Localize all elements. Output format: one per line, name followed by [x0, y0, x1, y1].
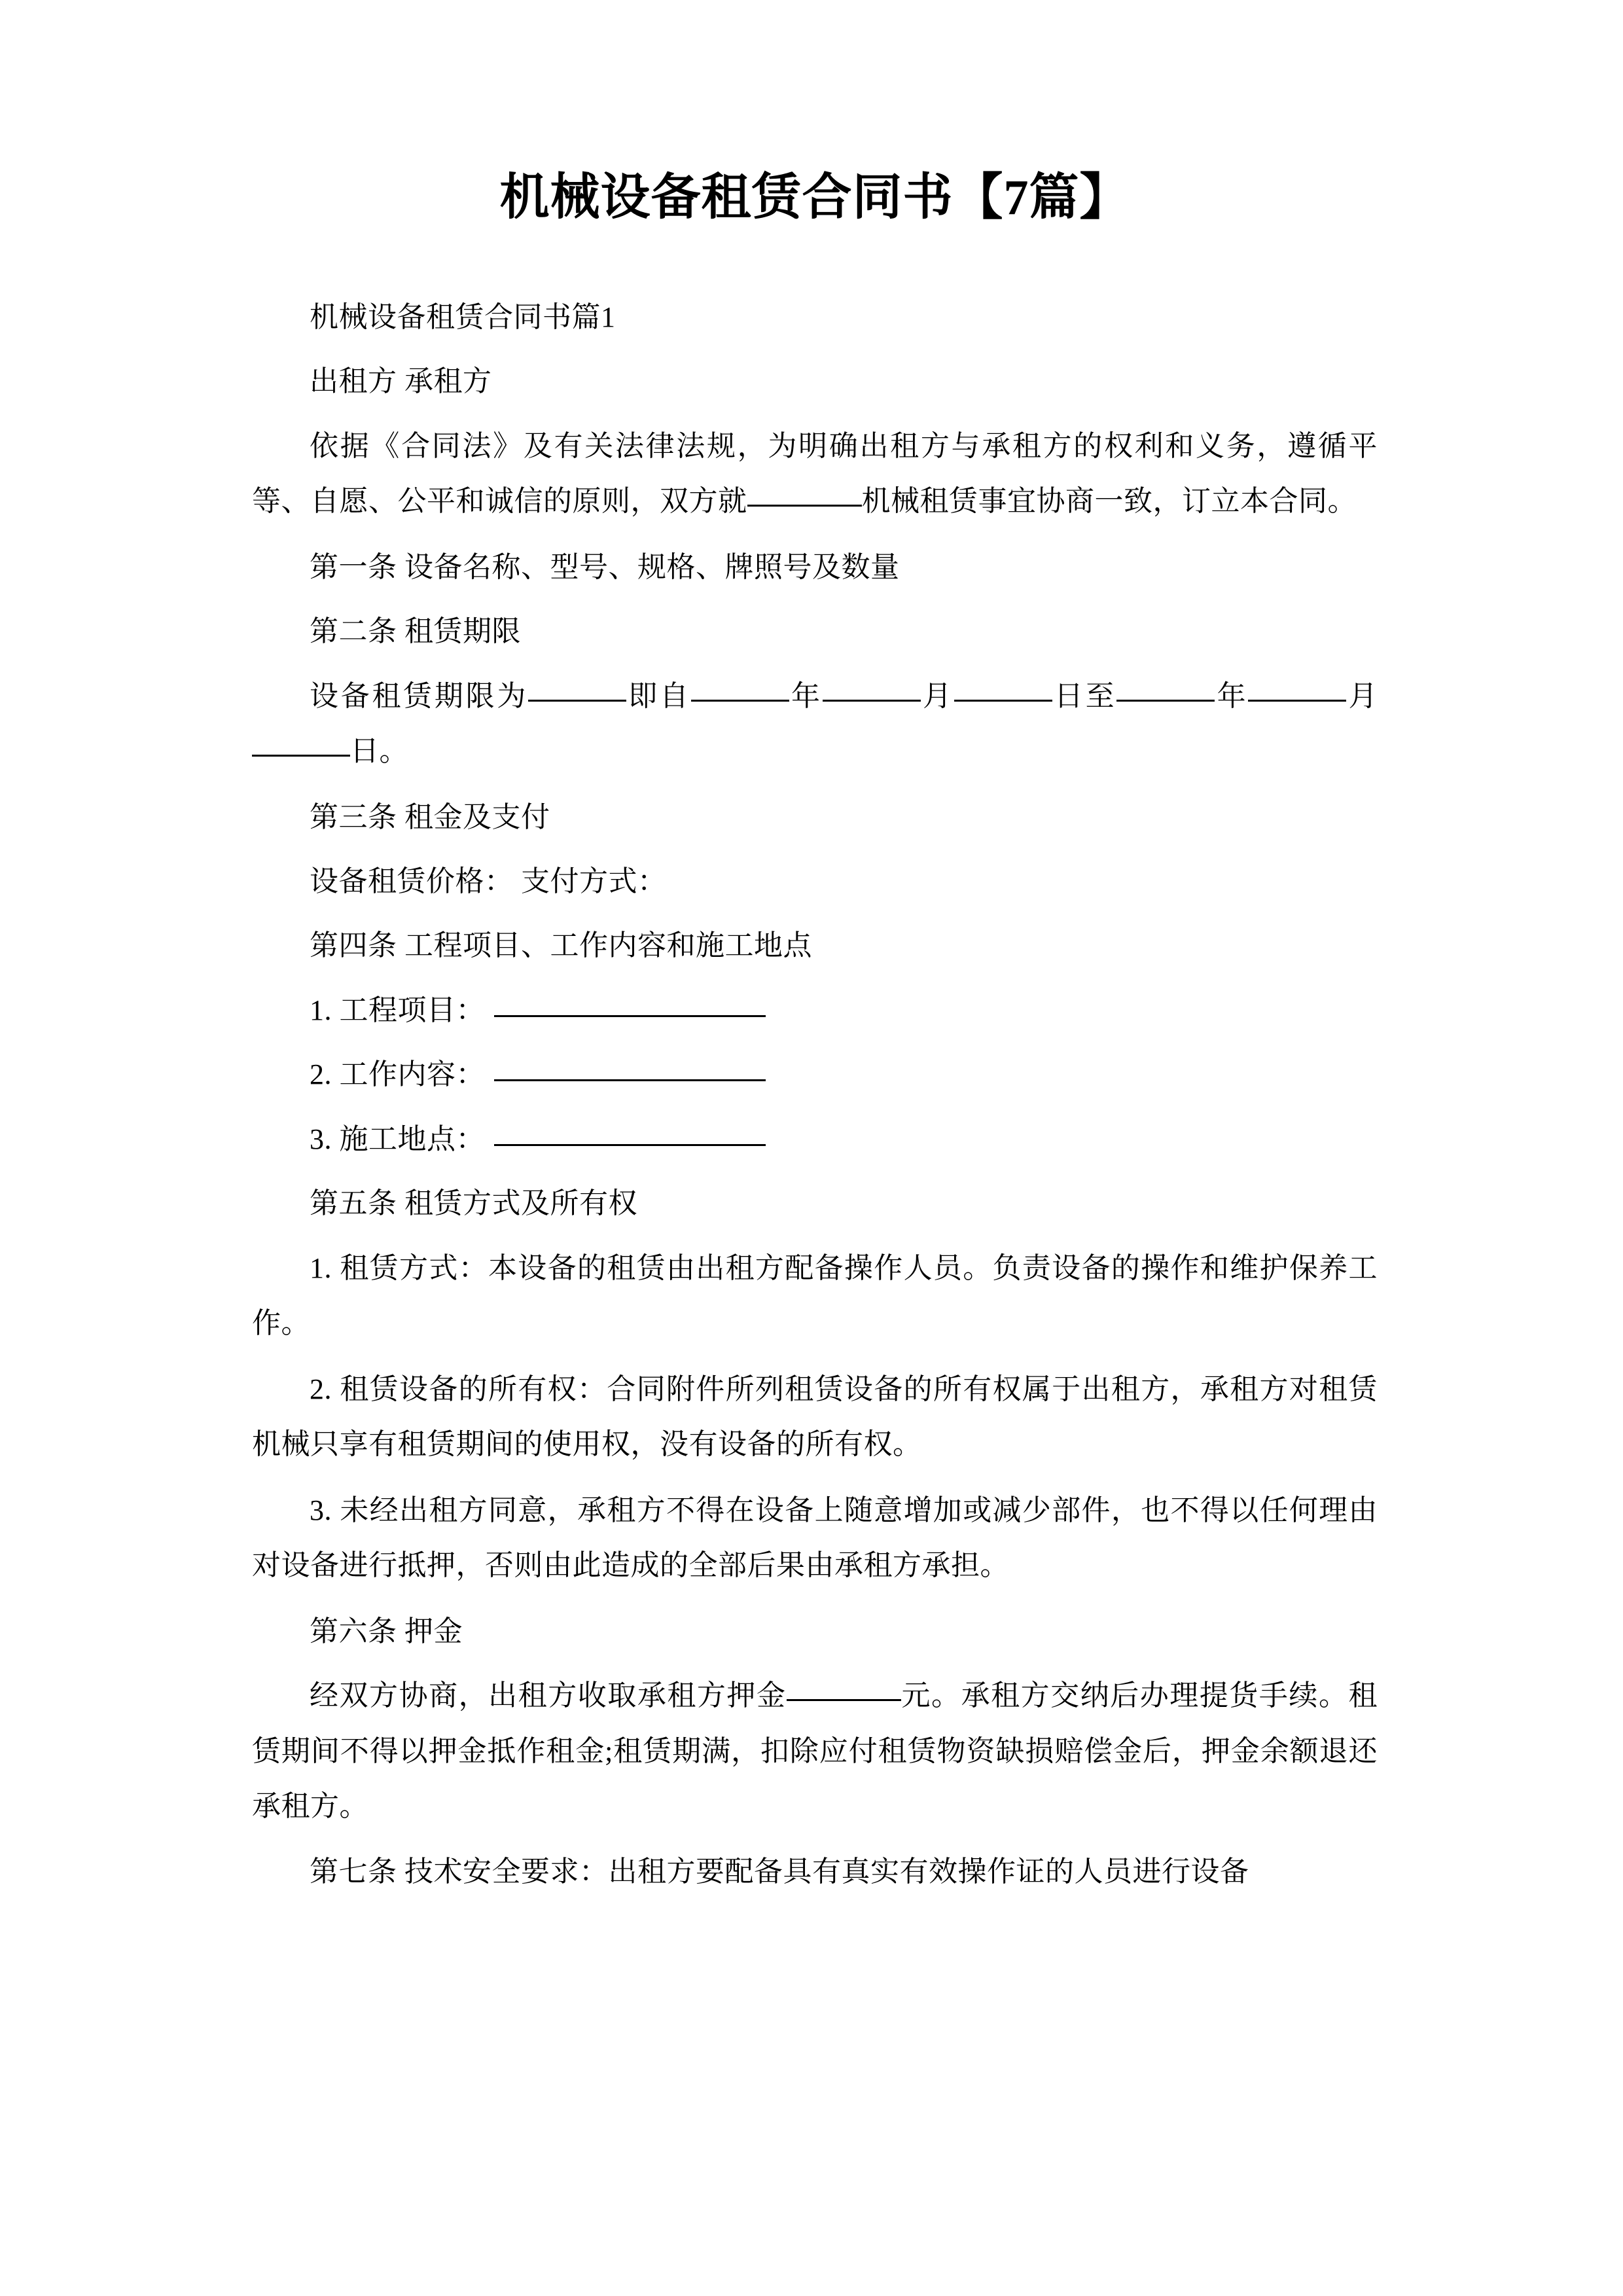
lease-end-year-unit: 年 — [1215, 679, 1249, 712]
lease-start-day-blank[interactable] — [954, 675, 1052, 702]
clause-4-item-3 — [252, 1112, 1378, 1167]
clause-5-item-1: 1. 租赁方式：本设备的租赁由出租方配备操作人员。负责设备的操作和维护保养工作。 — [252, 1251, 1378, 1340]
project-name-blank[interactable] — [494, 993, 766, 1017]
lease-end-year-blank[interactable] — [1116, 675, 1215, 702]
lease-end-month-blank[interactable] — [1248, 675, 1346, 702]
preamble-text-part2: 机械租赁事宜协商一致，订立本合同。 — [861, 485, 1357, 518]
clause-7-heading: 第七条 技术安全要求：出租方要配备具有真实有效操作证的人员进行设备 — [310, 1856, 1249, 1888]
clause-4-heading: 第四条 工程项目、工作内容和施工地点 — [310, 929, 812, 962]
lease-start-month-blank[interactable] — [823, 675, 921, 702]
lease-term-label: 设备租赁期限为 — [310, 679, 529, 712]
clause-5-heading: 第五条 租赁方式及所有权 — [310, 1187, 637, 1220]
preamble-text-part1: 依据《合同法》及有关法律法规，为明确出租方与承租方的权利和义务，遵循平等、自愿、公平和诚信的原则，双方就 — [252, 429, 1378, 518]
clause-4-item-2 — [252, 1047, 1378, 1102]
preamble-blank[interactable] — [747, 480, 862, 507]
lease-start-label: 即自 — [626, 679, 691, 712]
work-site-blank[interactable] — [494, 1122, 766, 1146]
clause-3-heading: 第三条 租金及支付 — [310, 800, 550, 833]
clause-2-heading: 第二条 租赁期限 — [310, 615, 521, 648]
page-title: 机械设备租赁合同书【7篇】 — [499, 170, 1130, 225]
clause-6-body — [252, 1668, 1378, 1834]
deposit-text: 元。承租方交纳后办理提货手续。租赁期间不得以押金抵作租金;租赁期满，扣除应付租赁物资缺损赔偿金后，押金余额退还承租方。 — [252, 1679, 1378, 1822]
lease-end-day-blank[interactable] — [252, 730, 350, 757]
lease-term-blank[interactable] — [528, 675, 626, 702]
lease-start-day-unit: 日至 — [1052, 679, 1117, 712]
lease-end-month-unit: 月 — [1346, 679, 1378, 712]
clause-1-heading: 第一条 设备名称、型号、规格、牌照号及数量 — [310, 550, 900, 583]
clause-3-body: 设备租赁价格： 支付方式： — [310, 865, 667, 897]
clause-5-item-3: 3. 未经出租方同意，承租方不得在设备上随意增加或减少部件，也不得以任何理由对设备进行抵押，否则由此造成的全部后果由承租方承担。 — [252, 1494, 1378, 1582]
parties-line: 出租方 承租方 — [310, 365, 492, 398]
clause-5-item-2: 2. 租赁设备的所有权：合同附件所列租赁设备的所有权属于出租方，承租方对租赁机械只享有租赁期间的使用权，没有设备的所有权。 — [252, 1372, 1378, 1461]
project-name-label: 1. 工程项目： — [310, 994, 485, 1026]
preamble-paragraph — [252, 419, 1378, 529]
lease-start-year-blank[interactable] — [691, 675, 789, 702]
clause-6-heading: 第六条 押金 — [310, 1615, 463, 1647]
clause-2-body — [252, 669, 1378, 780]
work-site-label: 3. 施工地点： — [310, 1122, 485, 1155]
lease-start-month-unit: 月 — [920, 679, 954, 712]
lease-start-year-unit: 年 — [789, 679, 823, 712]
document-content — [252, 167, 1378, 1910]
lease-end-day-unit: 日。 — [350, 735, 408, 768]
work-content-blank[interactable] — [494, 1057, 766, 1081]
clause-4-item-1 — [252, 983, 1378, 1038]
deposit-amount-blank[interactable] — [787, 1674, 901, 1701]
work-content-label: 2. 工作内容： — [310, 1058, 485, 1091]
deposit-label: 经双方协商，出租方收取承租方押金 — [310, 1679, 787, 1712]
section-heading: 机械设备租赁合同书篇1 — [310, 300, 616, 333]
